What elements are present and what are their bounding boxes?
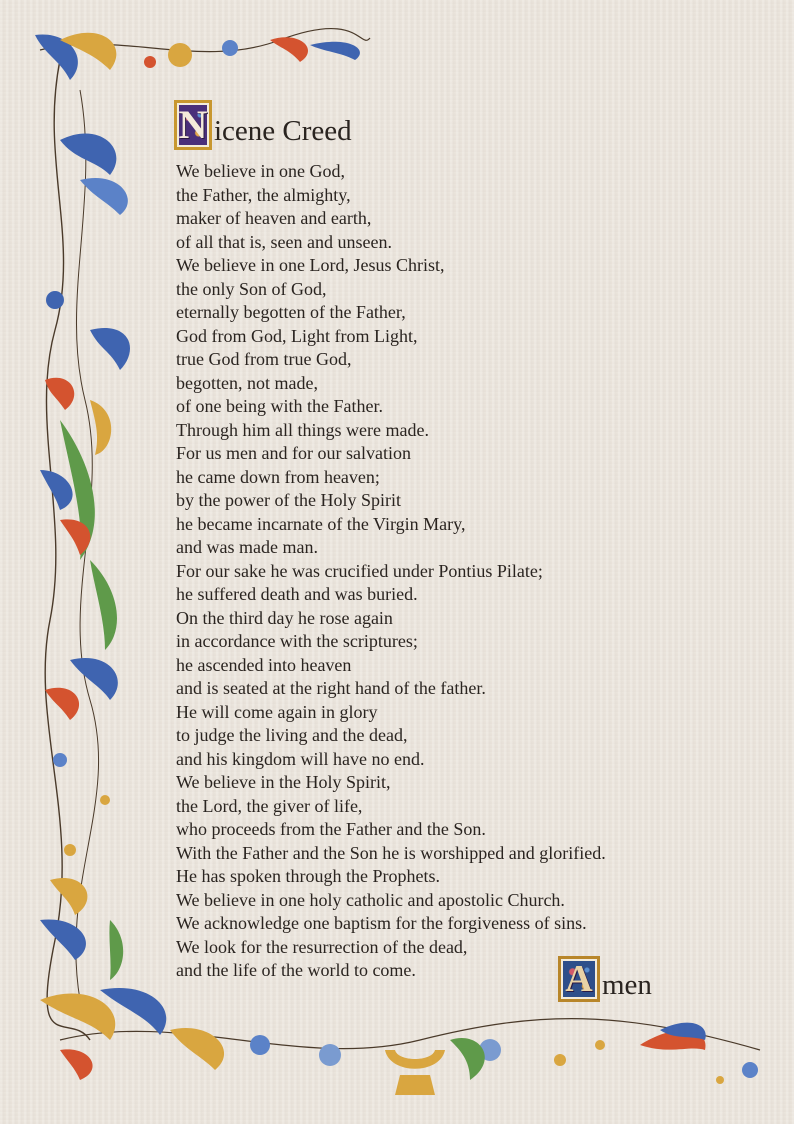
creed-line: We believe in one holy catholic and apostolic Church. <box>176 889 565 910</box>
creed-line: he came down from heaven; <box>176 466 380 487</box>
bottom-acanthus-red-1 <box>60 1049 93 1080</box>
creed-line: On the third day he rose again <box>176 607 393 628</box>
creed-line: eternally begotten of the Father, <box>176 302 406 322</box>
top-flower-blue <box>222 40 238 56</box>
amen-rest: men <box>602 969 652 1001</box>
bottom-leaf-green-1 <box>450 1038 485 1080</box>
left-flower-blue-2 <box>53 753 67 767</box>
creed-line: the Lord, the giver of life, <box>176 795 363 816</box>
left-acanthus-blue-5 <box>70 658 118 700</box>
left-acanthus-blue-1 <box>60 133 116 175</box>
title-rest: icene Creed <box>214 115 352 147</box>
creed-line: and was made man. <box>176 537 318 557</box>
creed-text <box>176 160 736 983</box>
left-leaf-green-2 <box>90 560 117 650</box>
top-flower-gold <box>168 43 192 67</box>
creed-line: the Father, the almighty, <box>176 184 351 205</box>
left-acanthus-blue-2 <box>80 178 128 215</box>
bottom-flower-blue-1 <box>250 1035 270 1055</box>
creed-line: to judge the living and the dead, <box>176 725 408 745</box>
closing-amen <box>558 956 652 1002</box>
top-acanthus-red <box>270 37 308 62</box>
creed-line: he suffered death and was buried. <box>176 584 418 604</box>
title-initial-letter: N <box>178 102 208 147</box>
left-acanthus-blue-6 <box>40 919 86 960</box>
top-flower-red <box>144 56 156 68</box>
creed-line: He will come again in glory <box>176 701 378 722</box>
left-berry-gold-1 <box>100 795 110 805</box>
creed-line: he became incarnate of the Virgin Mary, <box>176 513 466 534</box>
creed-line: God from God, Light from Light, <box>176 325 418 346</box>
creed-line: For our sake he was crucified under Pontius Pilate; <box>176 560 543 581</box>
bottom-flower-blue-2 <box>319 1044 341 1066</box>
creed-line: by the power of the Holy Spirit <box>176 490 401 510</box>
creed-line: and his kingdom will have no end. <box>176 748 425 769</box>
bottom-berry-gold-2 <box>595 1040 605 1050</box>
creed-line: of all that is, seen and unseen. <box>176 231 392 252</box>
amen-initial-letter: A <box>565 958 593 1000</box>
creed-line: who proceeds from the Father and the Son. <box>176 819 486 839</box>
page-title <box>174 94 352 150</box>
title-initial-n <box>174 100 212 150</box>
left-flower-blue-1 <box>46 291 64 309</box>
creed-line: He has spoken through the Prophets. <box>176 866 440 886</box>
creed-line: of one being with the Father. <box>176 396 383 416</box>
bottom-vase <box>385 1050 445 1095</box>
left-leaf-green-3 <box>109 920 123 980</box>
bottom-berry-gold-1 <box>554 1054 566 1066</box>
creed-line: We acknowledge one baptism for the forgiveness of sins. <box>176 913 587 933</box>
bottom-berry-gold-3 <box>716 1076 724 1084</box>
creed-line: We believe in one Lord, Jesus Christ, <box>176 255 445 275</box>
creed-line: We believe in the Holy Spirit, <box>176 772 391 792</box>
left-berry-gold-2 <box>64 844 76 856</box>
creed-line: With the Father and the Son he is worshipped and glorified. <box>176 842 606 863</box>
bottom-acanthus-gold-2 <box>170 1028 224 1070</box>
creed-line: maker of heaven and earth, <box>176 208 372 228</box>
creed-line: in accordance with the scriptures; <box>176 631 418 651</box>
left-acanthus-red-3 <box>45 688 79 720</box>
creed-line: true God from true God, <box>176 349 352 369</box>
creed-line: the only Son of God, <box>176 278 327 299</box>
bottom-flower-blue-4 <box>742 1062 758 1078</box>
creed-line: We believe in one God, <box>176 161 345 181</box>
left-acanthus-blue-4 <box>40 470 73 510</box>
amen-initial-a <box>558 956 600 1002</box>
creed-line: and the life of the world to come. <box>176 960 416 980</box>
top-acanthus-blue <box>310 42 360 60</box>
left-acanthus-blue-3 <box>90 328 130 370</box>
creed-line: begotten, not made, <box>176 372 318 393</box>
left-acanthus-gold-1 <box>90 400 111 455</box>
creed-line: he ascended into heaven <box>176 654 352 675</box>
left-acanthus-red-1 <box>45 378 74 410</box>
bottom-acanthus-gold-1 <box>40 994 115 1040</box>
creed-line: We look for the resurrection of the dead, <box>176 936 468 957</box>
creed-line: Through him all things were made. <box>176 419 429 440</box>
creed-line: and is seated at the right hand of the father. <box>176 678 486 698</box>
creed-line: For us men and for our salvation <box>176 443 411 463</box>
